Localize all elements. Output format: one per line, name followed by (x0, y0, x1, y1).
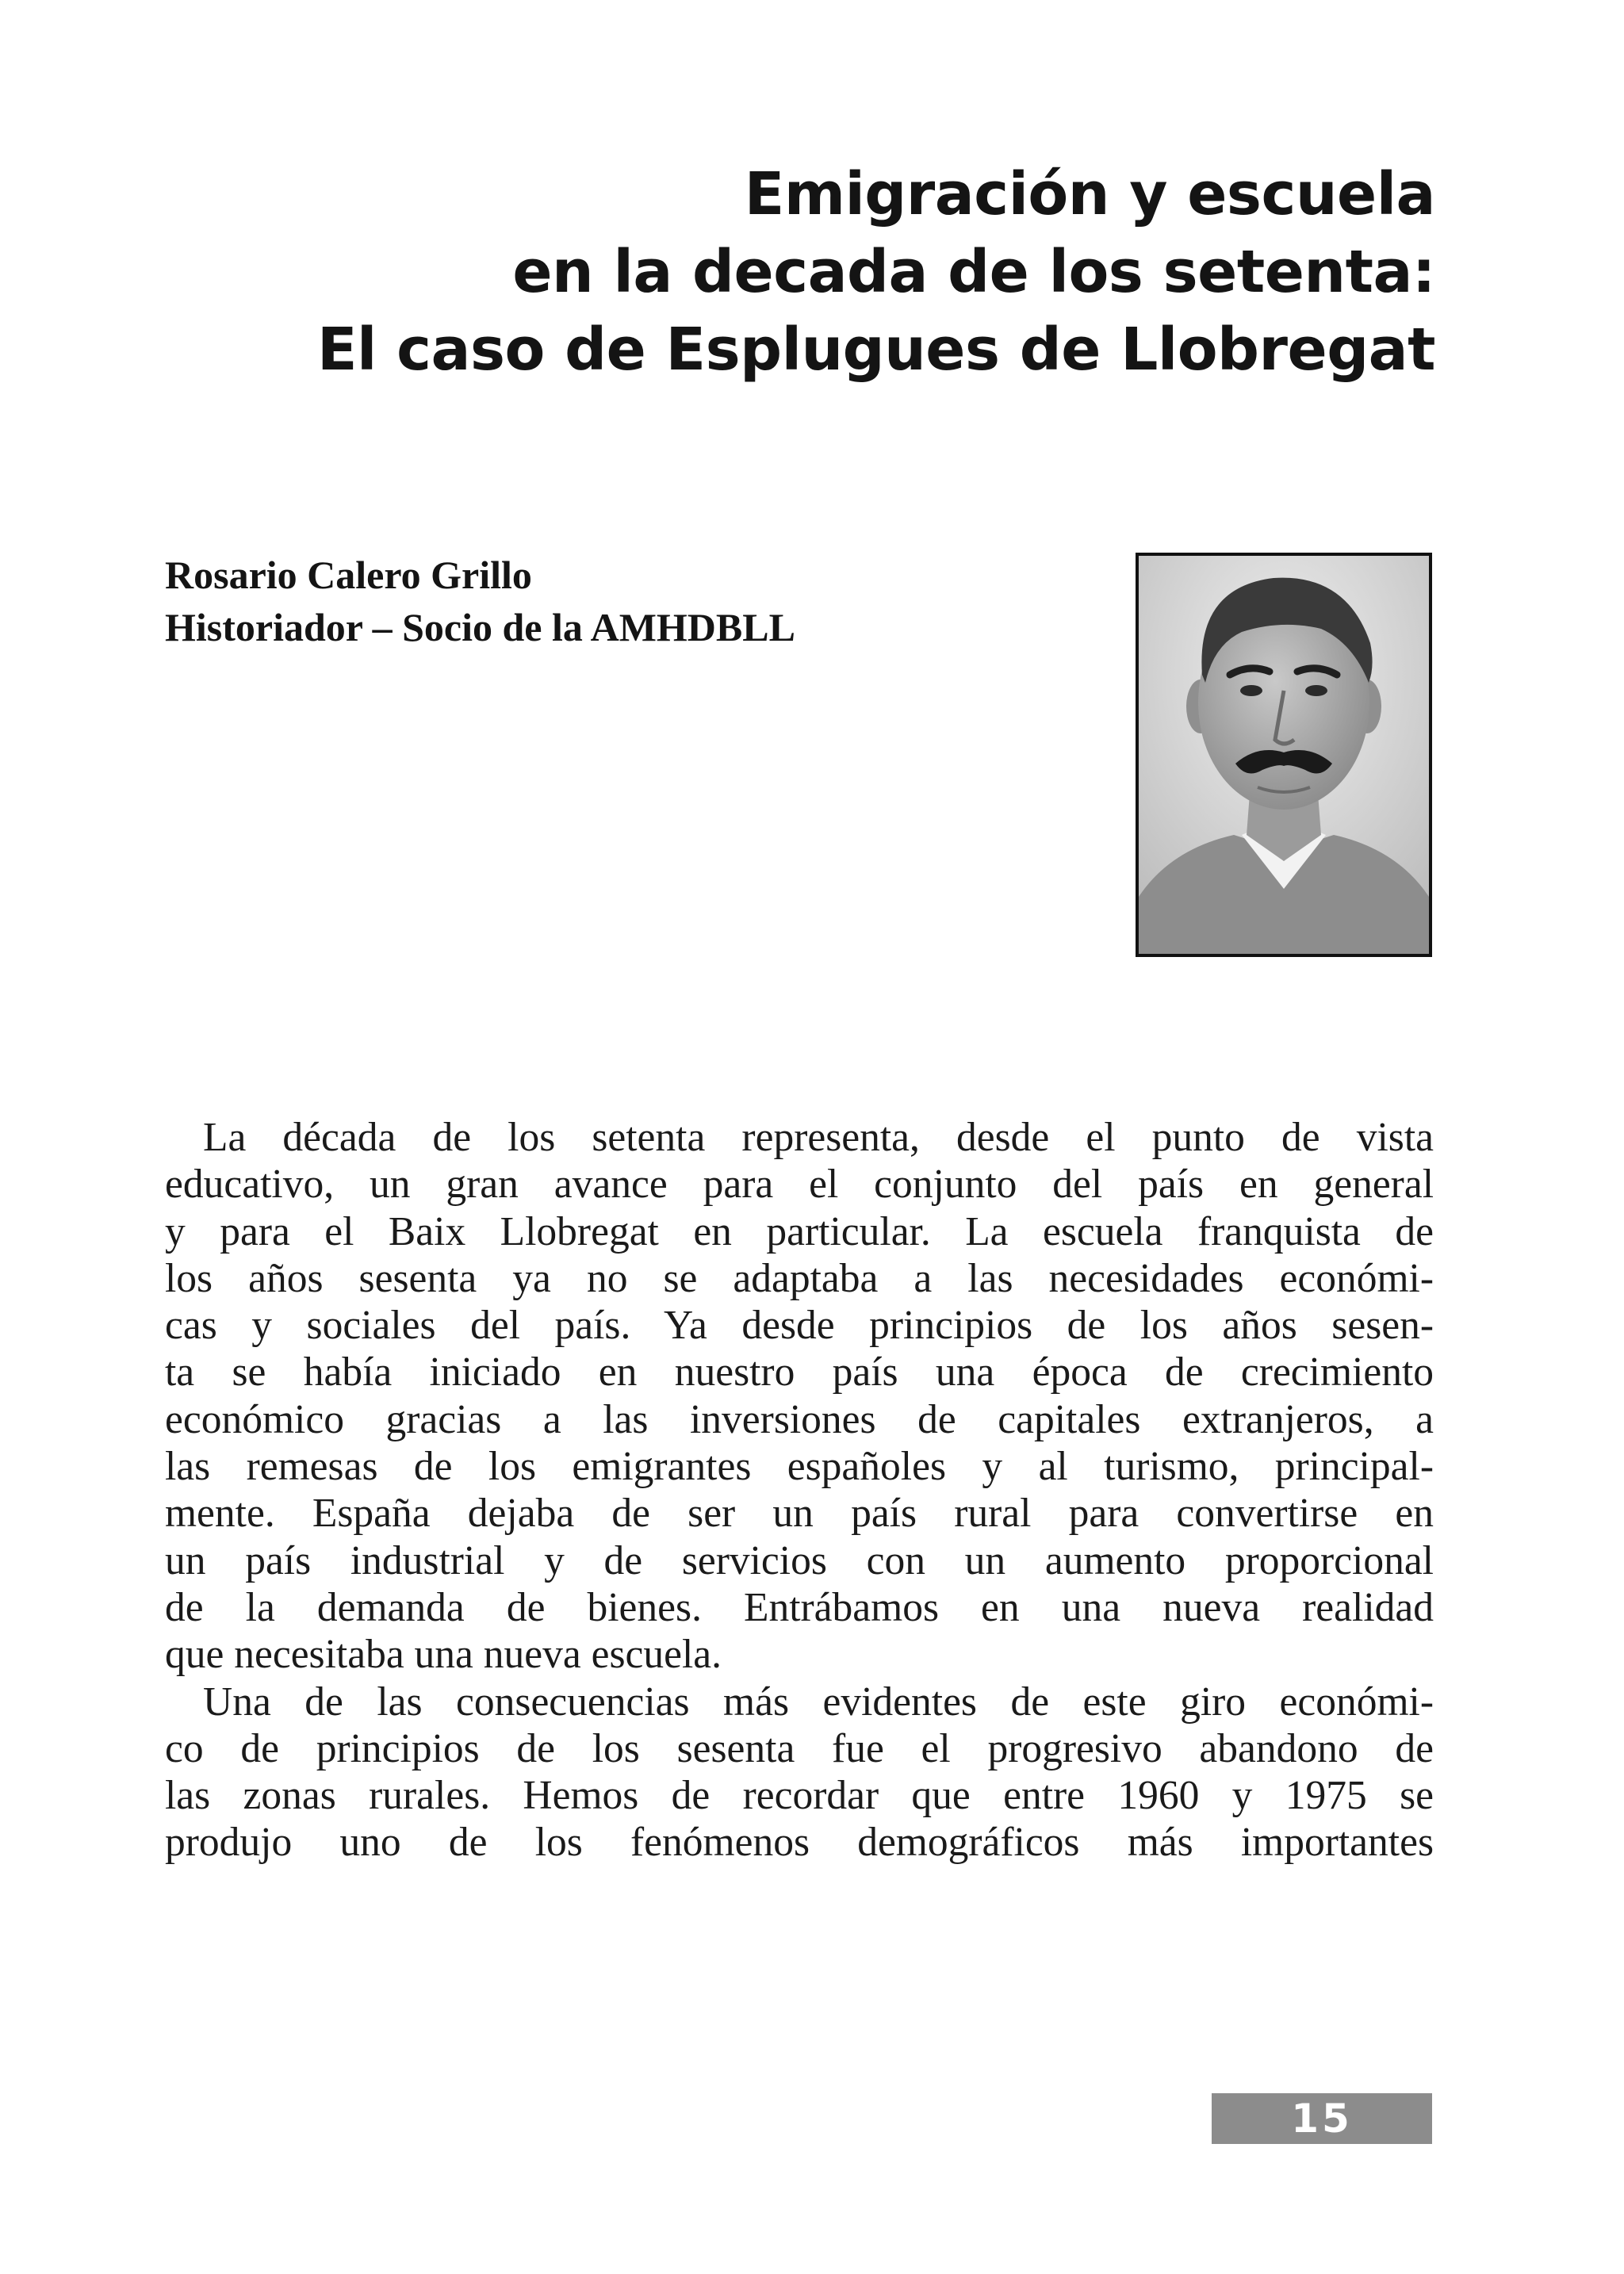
article-title (159, 155, 1435, 389)
title-line-2: en la decada de los setenta: (512, 238, 1435, 306)
body-line: las remesas de los emigrantes españoles y al turismo, principal- (165, 1444, 1434, 1490)
body-line: mente. España dejaba de ser un país rural para convertirse en (165, 1491, 1434, 1537)
body-line: Una de las consecuencias más evidentes de este giro económi- (203, 1679, 1434, 1725)
body-line: un país industrial y de servicios con un aumento proporcional (165, 1537, 1434, 1583)
portrait-icon (1139, 556, 1429, 954)
page-number: 15 (1291, 2096, 1353, 2142)
author-byline (165, 549, 1037, 653)
body-line: y para el Baix Llobregat en particular. La escuela franquista de (165, 1208, 1434, 1254)
body-line: La década de los setenta representa, desde el punto de vista (203, 1115, 1434, 1160)
body-line: que necesitaba una nueva escuela. (165, 1632, 722, 1678)
body-line: produjo uno de los fenómenos demográficos más importantes (165, 1820, 1434, 1866)
body-line: educativo, un gran avance para el conjunto del país en general (165, 1162, 1434, 1208)
title-line-3: El caso de Esplugues de Llobregat (316, 316, 1435, 384)
body-line: las zonas rurales. Hemos de recordar que entre 1960 y 1975 se (165, 1773, 1434, 1819)
article-body (165, 1114, 1434, 1866)
body-line: cas y sociales del país. Ya desde principios de los años sesen- (165, 1303, 1434, 1349)
body-line: de la demanda de bienes. Entrábamos en una nueva realidad (165, 1584, 1434, 1630)
author-affiliation: Historiador – Socio de la AMHDBLL (165, 605, 795, 649)
body-line: los años sesenta ya no se adaptaba a las necesidades económi- (165, 1255, 1434, 1301)
author-photo (1136, 553, 1432, 957)
body-line: económico gracias a las inversiones de capitales extranjeros, a (165, 1396, 1434, 1442)
author-name: Rosario Calero Grillo (165, 553, 532, 597)
body-line: ta se había iniciado en nuestro país una época de crecimiento (165, 1349, 1434, 1395)
body-line: co de principios de los sesenta fue el progresivo abandono de (165, 1725, 1434, 1771)
page-number-badge (1212, 2093, 1432, 2144)
title-line-1: Emigración y escuela (744, 160, 1435, 228)
